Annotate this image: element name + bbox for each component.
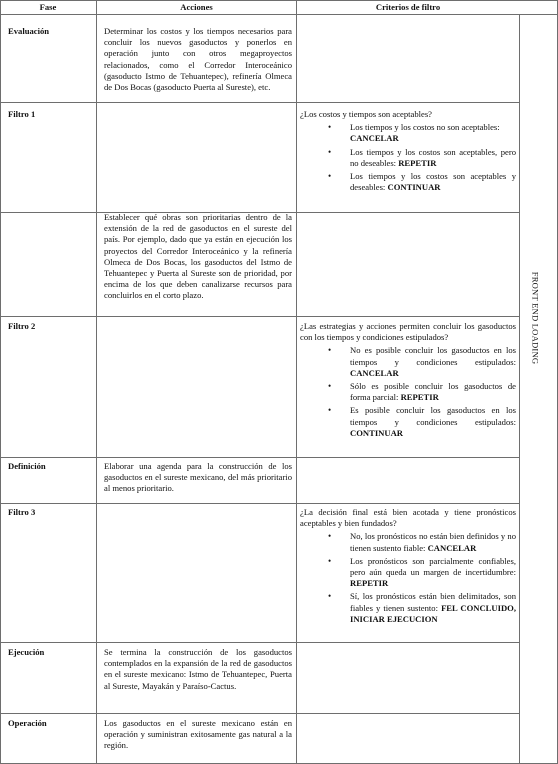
- phase-definicion: Definición: [8, 461, 46, 471]
- option-text: Sí, los pronósticos están bien delimitados, son fiables y tienen sustento:: [350, 591, 516, 613]
- option-result: REPETIR: [400, 392, 439, 403]
- criteria-question: ¿Los costos y tiempos son aceptables?: [300, 109, 432, 119]
- row-divider: [0, 503, 519, 504]
- criteria-options: [300, 122, 516, 193]
- option-result: CANCELAR: [427, 542, 477, 553]
- option-result: CONTINUAR: [387, 182, 441, 193]
- option-result: CANCELAR: [350, 367, 399, 378]
- option-result: CONTINUAR: [350, 427, 403, 438]
- action-prioridades: Establecer qué obras son prioritarias dentro de la extensión de la red de gasoductos en el sureste del país. Por ejemplo, dado que ya están en ejecución los proyectos del Corredor Interoceánico y la refinería Olmeca de Dos Bocas, los gasoductos del Istmo de Tehuantepec y Puerta al Sureste son de prioridad, por encima de los que deben canalizarse recursos para concluirlos en el corto plazo.: [104, 212, 292, 301]
- criteria-options: [300, 345, 516, 439]
- table-border-left: [0, 0, 1, 764]
- option-result: REPETIR: [350, 578, 389, 589]
- option-text: Es posible concluir los gasoductos en los tiempos y condiciones estipulados:: [350, 405, 516, 427]
- criteria-option: [350, 591, 516, 625]
- option-text: No, los pronósticos no están bien definidos y no tienen sustento fiable:: [350, 531, 516, 553]
- side-label-text: FRONT END LOADING: [530, 271, 541, 365]
- header-divider: [0, 14, 558, 15]
- option-text: Los tiempos y los costos son aceptables, pero no deseables:: [350, 146, 516, 168]
- phase-ejecucion: Ejecución: [8, 647, 45, 657]
- header-acciones: Acciones: [180, 2, 213, 12]
- option-result: FEL CONCLUIDO, INICIAR EJECUCION: [350, 602, 516, 624]
- header-criterios: Criterios de filtro: [375, 2, 441, 12]
- phase-filtro-3: Filtro 3: [8, 507, 36, 517]
- criteria-option: [350, 405, 516, 439]
- criteria-options: [300, 531, 516, 625]
- option-text: Sólo es posible concluir los gasoductos de forma parcial:: [350, 381, 516, 403]
- phase-filtro-1: Filtro 1: [8, 109, 36, 119]
- criteria-question: ¿Las estrategias y acciones permiten concluir los gasoductos con los tiempos y condiciones estipulados?: [300, 321, 516, 343]
- criteria-option: [350, 531, 516, 553]
- criteria-option: [350, 122, 516, 144]
- column-divider: [96, 0, 97, 764]
- row-divider: [0, 642, 519, 643]
- option-text: No es posible concluir los gasoductos en los tiempos y condiciones estipulados:: [350, 345, 516, 367]
- criteria-option: [350, 345, 516, 379]
- front-end-loading-label: [526, 263, 544, 373]
- option-text: Los pronósticos son parcialmente confiables, pero aún queda un margen de incertidumbre:: [350, 555, 516, 578]
- option-text: Los tiempos y los costos no son aceptables:: [350, 122, 500, 133]
- criteria-filtro-2: [300, 321, 516, 441]
- criteria-option: [350, 171, 516, 193]
- header-fase: Fase: [39, 2, 57, 12]
- action-operacion: Los gasoductos en el sureste mexicano están en operación y suministran exitosamente gas natural a la región.: [104, 718, 292, 751]
- criteria-filtro-3: [300, 507, 516, 627]
- criteria-option: [350, 381, 516, 403]
- criteria-option: [350, 147, 516, 169]
- phase-filtro-2: Filtro 2: [8, 321, 36, 331]
- row-divider: [0, 457, 519, 458]
- option-text: Los tiempos y los costos son aceptables y deseables:: [350, 171, 516, 193]
- row-divider: [0, 102, 519, 103]
- option-result: REPETIR: [398, 157, 437, 168]
- action-definicion: Elaborar una agenda para la construcción de los gasoductos en el sureste mexicano, del más prioritario al menos prioritario.: [104, 461, 292, 494]
- column-divider: [519, 14, 520, 764]
- row-divider: [0, 713, 519, 714]
- row-divider: [0, 316, 519, 317]
- criteria-option: [350, 556, 516, 590]
- action-ejecucion: Se termina la construcción de los gasoductos contemplados en la expansión de la red de gasoductos en el sureste mexicano: Istmo de Tehuantepec, Puerta al Sureste, Mayakán y Paraíso-Cactus.: [104, 647, 292, 691]
- action-evaluacion: Determinar los costos y los tiempos necesarios para concluir los nuevos gasoductos y ponerlos en operación junto con otros megaproyectos relacionados, como el Corredor Interoceánico (gasoducto Istmo de Tehuantepec), refinería Olmeca de Dos Bocas (gasoducto Puerta al Sureste), etc.: [104, 26, 292, 93]
- column-divider: [296, 0, 297, 764]
- phase-operacion: Operación: [8, 718, 47, 728]
- criteria-filtro-1: [300, 109, 516, 195]
- criteria-question: ¿La decisión final está bien acotada y tiene pronósticos aceptables y bien fundados?: [300, 507, 516, 529]
- phase-evaluacion: Evaluación: [8, 26, 50, 36]
- option-result: CANCELAR: [350, 133, 399, 144]
